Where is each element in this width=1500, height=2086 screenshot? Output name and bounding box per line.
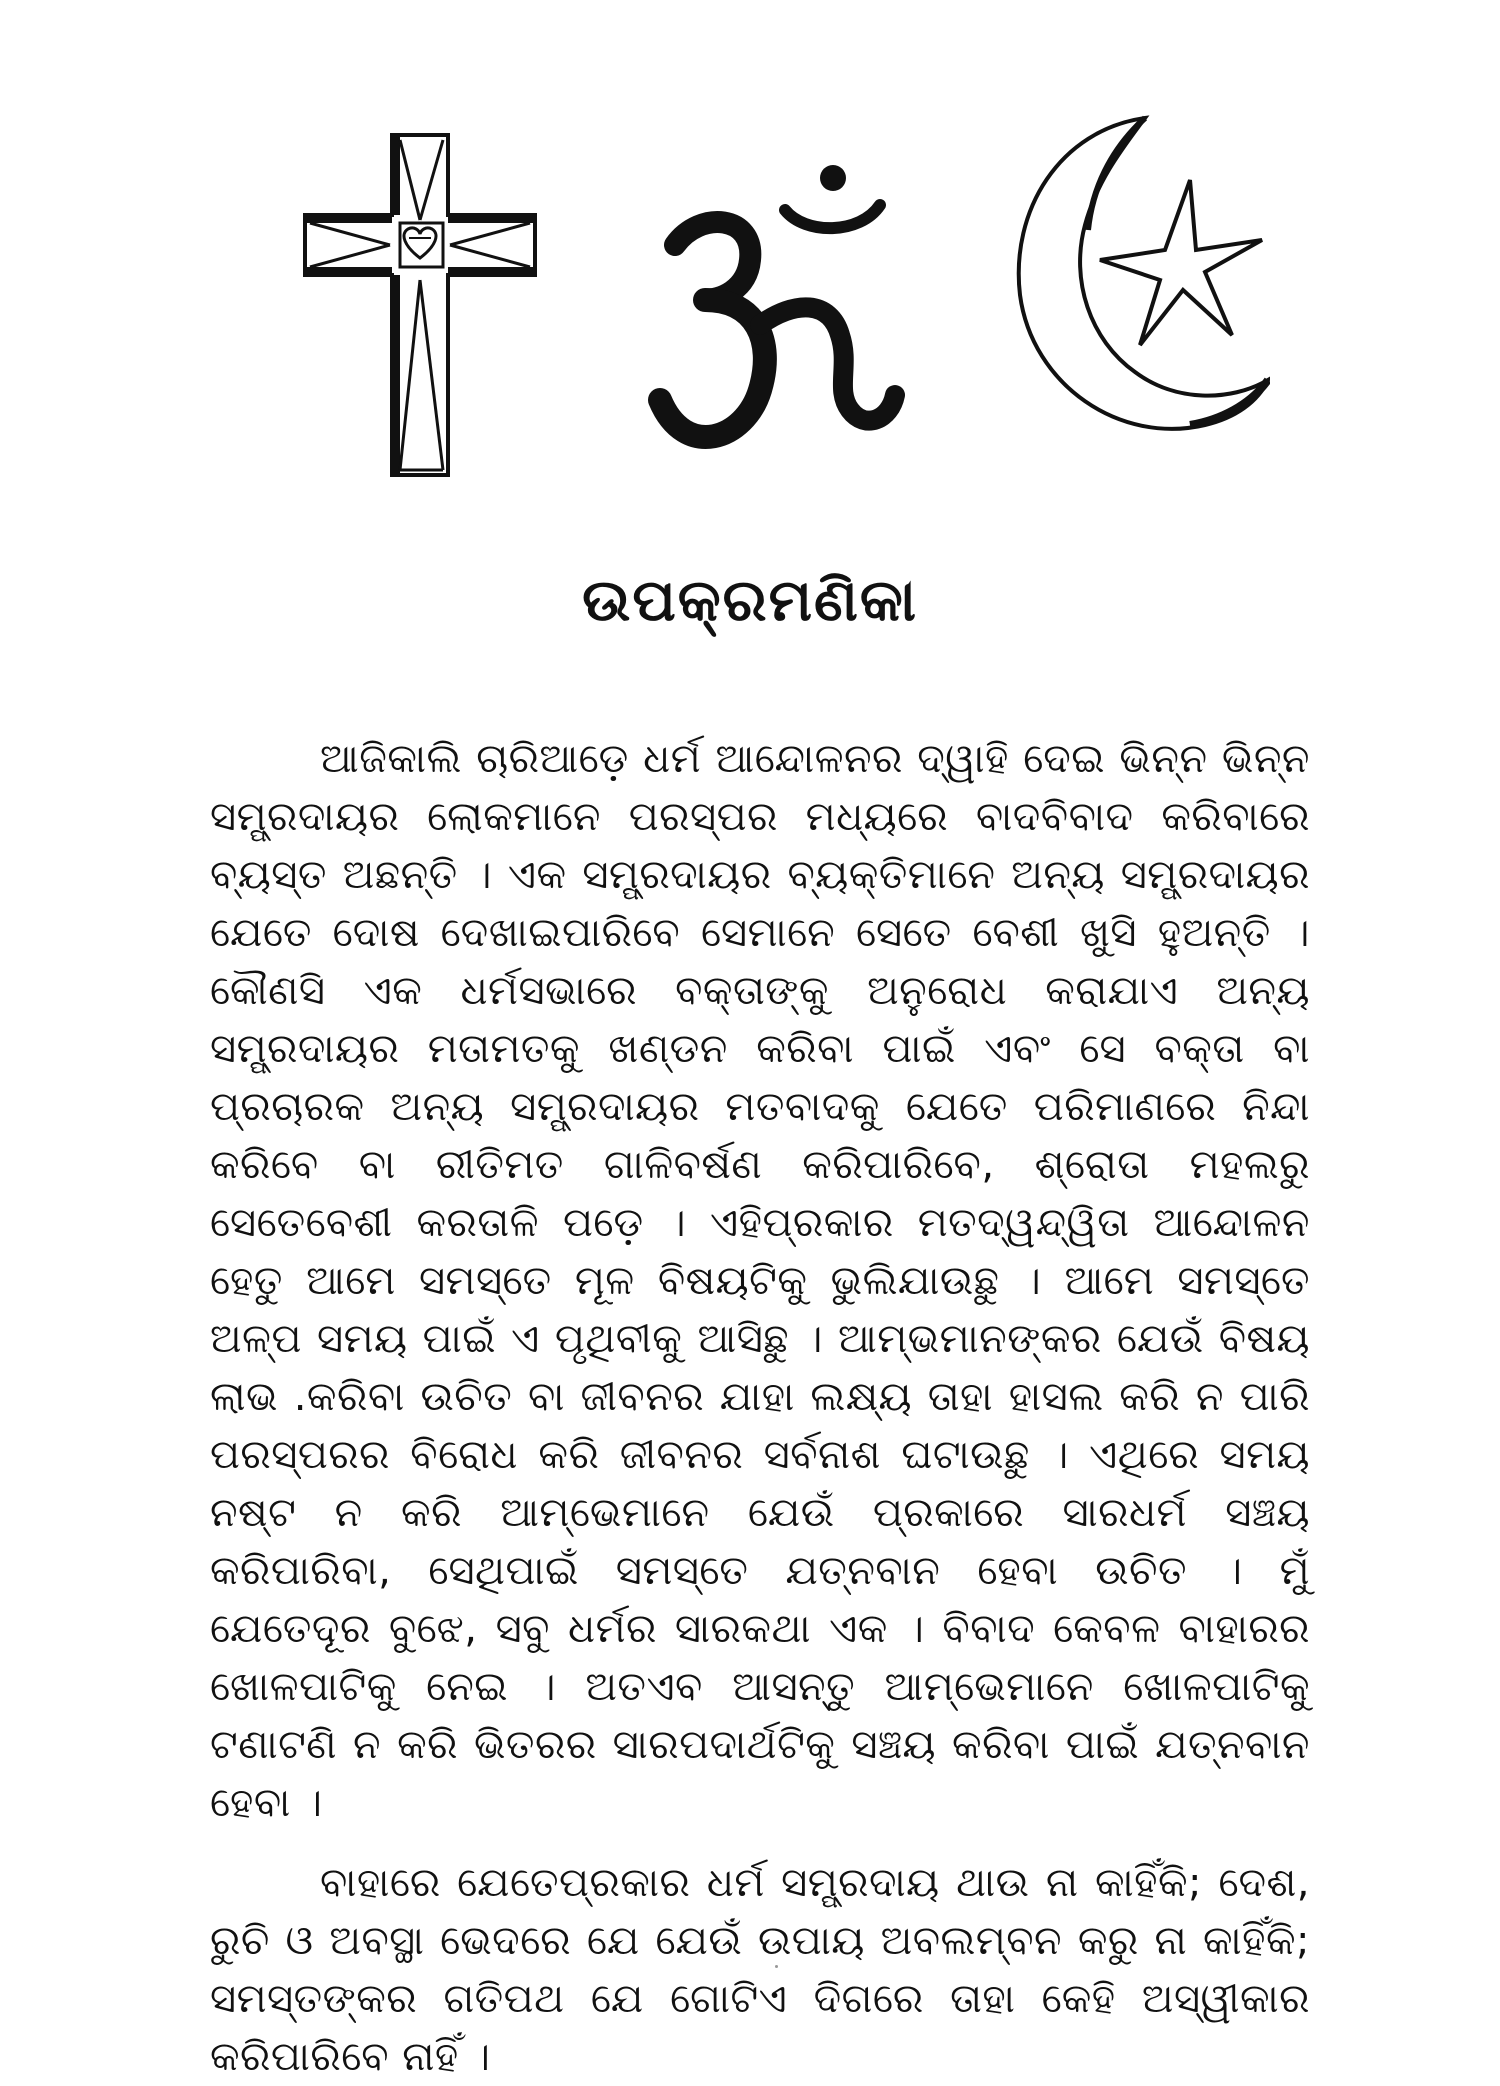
religious-symbols-row	[0, 110, 1500, 510]
cross-with-heart-icon	[300, 130, 540, 480]
om-icon	[645, 150, 905, 480]
body-text	[210, 730, 1310, 2086]
page-speck	[775, 1965, 778, 1968]
crescent-star-icon	[1000, 110, 1270, 450]
page-title: ଉପକ୍ରମଣିକା	[582, 566, 918, 634]
paragraph-2: ବାହାରେ ଯେତେପ୍ରକାର ଧର୍ମ ସମ୍ପ୍ରଦାୟ ଥାଉ ନା କାହିଁକି; ଦେଶ, ରୁଚି ଓ ଅବସ୍ଥା ଭେଦରେ ଯେ ଯେଉଁ ଉପାୟ ଅବଲମ୍ବନ କରୁ ନା କାହିଁକି; ସମସ୍ତଙ୍କର ଗତିପଥ ଯେ ଗୋଟିଏ ଦିଗରେ ତାହା କେହି ଅସ୍ୱୀକାର କରିପାରିବେ ନାହିଁ ।	[210, 1860, 1310, 2080]
paragraph-1: ଆଜିକାଲି ଚାରିଆଡ଼େ ଧର୍ମ ଆନ୍ଦୋଳନର ଦ୍ୱାହି ଦେଇ ଭିନ୍ନ ଭିନ୍ନ ସମ୍ପ୍ରଦାୟର ଲୋକମାନେ ପରସ୍ପର ମଧ୍ୟରେ ବାଦବିବାଦ କରିବାରେ ବ୍ୟସ୍ତ ଅଛନ୍ତି । ଏକ ସମ୍ପ୍ରଦାୟର ବ୍ୟକ୍ତିମାନେ ଅନ୍ୟ ସମ୍ପ୍ରଦାୟର ଯେତେ ଦୋଷ ଦେଖାଇପାରିବେ ସେମାନେ ସେତେ ବେଶୀ ଖୁସି ହୁଅନ୍ତି । କୌଣସି ଏକ ଧର୍ମସଭାରେ ବକ୍ତାଙ୍କୁ ଅନୁରୋଧ କରାଯାଏ ଅନ୍ୟ ସମ୍ପ୍ରଦାୟର ମତାମତକୁ ଖଣ୍ଡନ କରିବା ପାଇଁ ଏବଂ ସେ ବକ୍ତା ବା ପ୍ରଚାରକ ଅନ୍ୟ ସମ୍ପ୍ରଦାୟର ମତବାଦକୁ ଯେତେ ପରିମାଣରେ ନିନ୍ଦା କରିବେ ବା ରୀତିମତ ଗାଳିବର୍ଷଣ କରିପାରିବେ, ଶ୍ରୋତା ମହଲରୁ ସେତେବେଶୀ କରତାଳି ପଡ଼େ । ଏହିପ୍ରକାର ମତଦ୍ୱନ୍ଦ୍ୱିତା ଆନ୍ଦୋଳନ ହେତୁ ଆମେ ସମସ୍ତେ ମୂଳ ବିଷୟଟିକୁ ଭୁଲିଯାଉଛୁ । ଆମେ ସମସ୍ତେ ଅଳ୍ପ ସମୟ ପାଇଁ ଏ ପୃଥିବୀକୁ ଆସିଛୁ । ଆମ୍ଭମାନଙ୍କର ଯେଉଁ ବିଷୟ ଲାଭ .କରିବା ଉଚିତ ବା ଜୀବନର ଯାହା ଲକ୍ଷ୍ୟ ତାହା ହାସଲ କରି ନ ପାରି ପରସ୍ପରର ବିରୋଧ କରି ଜୀବନର ସର୍ବନାଶ ଘଟାଉଛୁ । ଏଥିରେ ସମୟ ନଷ୍ଟ ନ କରି ଆମ୍ଭେମାନେ ଯେଉଁ ପ୍ରକାରେ ସାରଧର୍ମ ସଞ୍ଚୟ କରିପାରିବା, ସେଥିପାଇଁ ସମସ୍ତେ ଯତ୍ନବାନ ହେବା ଉଚିତ । ମୁଁ ଯେତେଦୂର ବୁଝେ, ସବୁ ଧର୍ମର ସାରକଥା ଏକ । ବିବାଦ କେବଳ ବାହାରର ଖୋଳପାଟିକୁ ନେଇ । ଅତଏବ ଆସନ୍ତୁ ଆମ୍ଭେମାନେ ଖୋଳପାଟିକୁ ଟଣାଟଣି ନ କରି ଭିତରର ସାରପଦାର୍ଥଟିକୁ ସଞ୍ଚୟ କରିବା ପାଇଁ ଯତ୍ନବାନ ହେବା ।	[210, 736, 1310, 1826]
